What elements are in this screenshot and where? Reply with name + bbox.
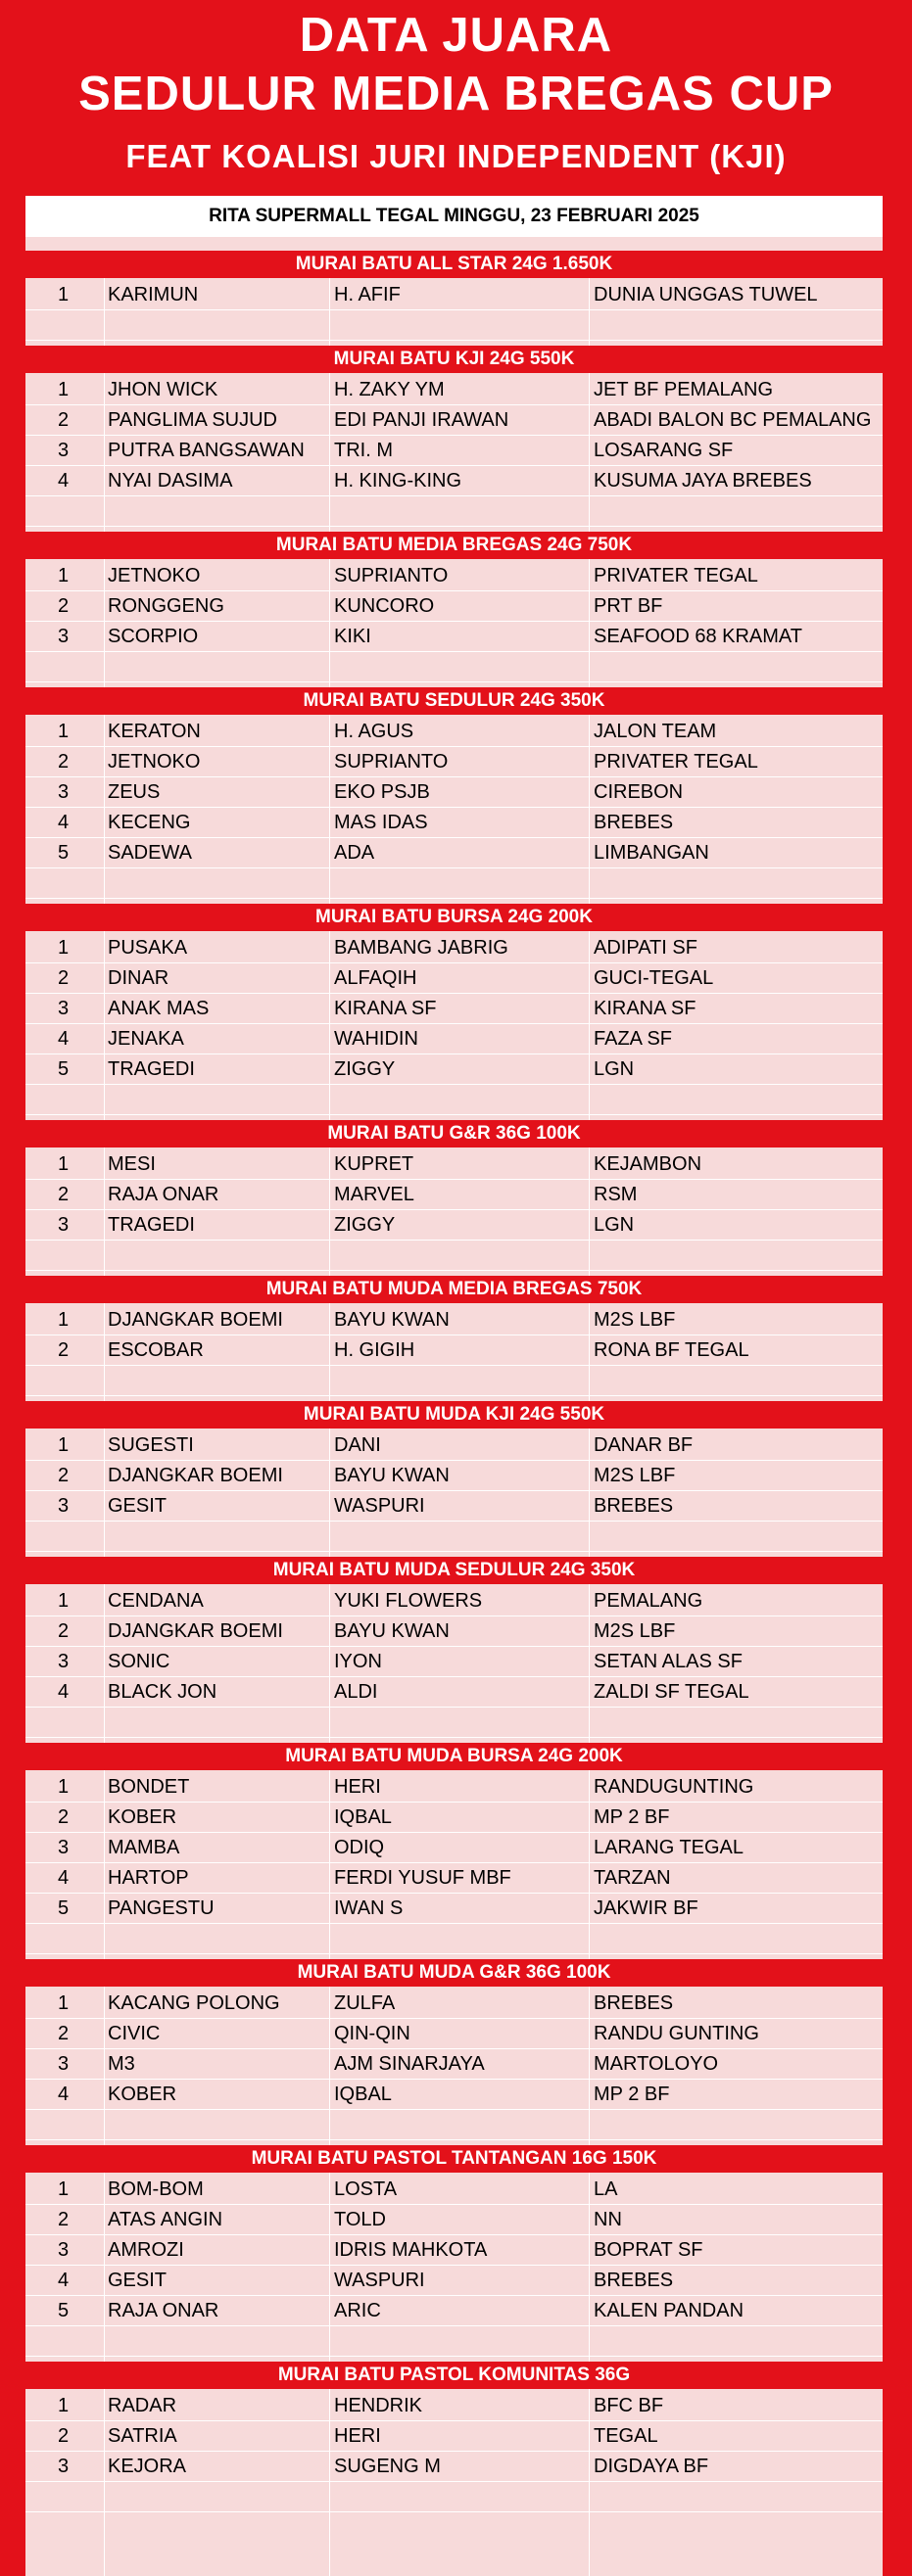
owner-cell: SUPRIANTO — [334, 751, 449, 773]
owner-cell: IQBAL — [334, 1806, 392, 1828]
team-cell: KIRANA SF — [594, 998, 696, 1019]
owner-cell: IQBAL — [334, 2084, 392, 2105]
rank-cell: 1 — [58, 937, 70, 959]
rank-cell: 2 — [58, 2209, 70, 2230]
bird-name-cell: JHON WICK — [108, 379, 218, 400]
team-cell: LIMBANGAN — [594, 842, 709, 864]
rank-cell: 1 — [58, 565, 70, 586]
bird-name-cell: ZEUS — [108, 781, 161, 803]
bird-name-cell: KECENG — [108, 812, 191, 833]
table-row — [25, 777, 883, 808]
team-cell: MP 2 BF — [594, 1806, 670, 1828]
table-row — [25, 375, 883, 405]
team-cell: SETAN ALAS SF — [594, 1651, 743, 1672]
owner-cell: KIRANA SF — [334, 998, 437, 1019]
table-row — [25, 280, 883, 310]
rank-cell: 2 — [58, 409, 70, 431]
table-row — [25, 622, 883, 652]
owner-cell: ODIQ — [334, 1837, 385, 1858]
team-cell: LA — [594, 2178, 618, 2200]
table-row — [25, 808, 883, 838]
team-cell: KEJAMBON — [594, 1153, 702, 1175]
owner-cell: BAYU KWAN — [334, 1465, 450, 1486]
rank-cell: 1 — [58, 379, 70, 400]
owner-cell: ARIC — [334, 2300, 381, 2321]
team-cell: LGN — [594, 1214, 635, 1236]
owner-cell: HENDRIK — [334, 2395, 423, 2416]
table-row — [25, 963, 883, 994]
table-row — [25, 2019, 883, 2049]
section-header: MURAI BATU SEDULUR 24G 350K — [25, 687, 883, 715]
rank-cell: 3 — [58, 1495, 70, 1517]
team-cell: LGN — [594, 1058, 635, 1080]
bird-name-cell: TRAGEDI — [108, 1214, 195, 1236]
bird-name-cell: SCORPIO — [108, 626, 199, 647]
blank-row — [25, 1924, 883, 1954]
owner-cell: SUGENG M — [334, 2456, 441, 2477]
rank-cell: 5 — [58, 2300, 70, 2321]
rank-cell: 4 — [58, 1681, 70, 1703]
owner-cell: WASPURI — [334, 1495, 425, 1517]
rank-cell: 5 — [58, 1897, 70, 1919]
owner-cell: TOLD — [334, 2209, 386, 2230]
team-cell: BREBES — [594, 1495, 674, 1517]
bird-name-cell: PANGLIMA SUJUD — [108, 409, 277, 431]
section-header: MURAI BATU MEDIA BREGAS 24G 750K — [25, 532, 883, 559]
rank-cell: 3 — [58, 1214, 70, 1236]
owner-cell: SUPRIANTO — [334, 565, 449, 586]
blank-row — [25, 2110, 883, 2140]
owner-cell: IDRIS MAHKOTA — [334, 2239, 488, 2261]
table-row — [25, 1803, 883, 1833]
owner-cell: ALDI — [334, 1681, 378, 1703]
table-row — [25, 838, 883, 868]
rank-cell: 2 — [58, 2425, 70, 2447]
rank-cell: 1 — [58, 2395, 70, 2416]
team-cell: PEMALANG — [594, 1590, 703, 1612]
owner-cell: H. GIGIH — [334, 1339, 415, 1361]
table-row — [25, 436, 883, 466]
table-row — [25, 2235, 883, 2266]
bird-name-cell: TRAGEDI — [108, 1058, 195, 1080]
team-cell: RSM — [594, 1184, 638, 1205]
team-cell: BFC BF — [594, 2395, 664, 2416]
blank-row — [25, 652, 883, 682]
bird-name-cell: M3 — [108, 2053, 135, 2075]
blank-row — [25, 496, 883, 527]
rank-cell: 3 — [58, 440, 70, 461]
rank-cell: 3 — [58, 998, 70, 1019]
team-cell: JALON TEAM — [594, 721, 717, 742]
bird-name-cell: JENAKA — [108, 1028, 184, 1050]
rank-cell: 1 — [58, 721, 70, 742]
team-cell: RANDUGUNTING — [594, 1776, 754, 1798]
table-row — [25, 2296, 883, 2326]
table-row — [25, 1210, 883, 1241]
rank-cell: 4 — [58, 1028, 70, 1050]
team-cell: BREBES — [594, 2270, 674, 2291]
page-header — [0, 0, 912, 196]
bird-name-cell: SADEWA — [108, 842, 192, 864]
owner-cell: KUNCORO — [334, 595, 435, 617]
team-cell: BREBES — [594, 812, 674, 833]
team-cell: GUCI-TEGAL — [594, 967, 714, 989]
blank-row — [25, 1366, 883, 1396]
team-cell: RANDU GUNTING — [594, 2023, 759, 2044]
team-cell: TEGAL — [594, 2425, 658, 2447]
rank-cell: 1 — [58, 1590, 70, 1612]
bird-name-cell: SATRIA — [108, 2425, 177, 2447]
rank-cell: 1 — [58, 1309, 70, 1331]
team-cell: PRIVATER TEGAL — [594, 751, 758, 773]
section-header: MURAI BATU ALL STAR 24G 1.650K — [25, 251, 883, 278]
owner-cell: H. KING-KING — [334, 470, 462, 492]
owner-cell: IYON — [334, 1651, 382, 1672]
table-row — [25, 1180, 883, 1210]
venue-date: RITA SUPERMALL TEGAL MINGGU, 23 FEBRUARI 2025 — [25, 196, 883, 237]
team-cell: FAZA SF — [594, 1028, 673, 1050]
bird-name-cell: DJANGKAR BOEMI — [108, 1620, 283, 1642]
table-row — [25, 1024, 883, 1054]
team-cell: DANAR BF — [594, 1434, 694, 1456]
team-cell: JET BF PEMALANG — [594, 379, 774, 400]
rank-cell: 2 — [58, 751, 70, 773]
table-row — [25, 2175, 883, 2205]
bird-name-cell: KOBER — [108, 2084, 177, 2105]
bird-name-cell: KACANG POLONG — [108, 1992, 280, 2014]
section-header: MURAI BATU MUDA SEDULUR 24G 350K — [25, 1557, 883, 1584]
owner-cell: ALFAQIH — [334, 967, 417, 989]
rank-cell: 3 — [58, 2239, 70, 2261]
blank-row — [25, 1085, 883, 1115]
blank-row — [25, 1241, 883, 1271]
table-row — [25, 2391, 883, 2421]
bird-name-cell: PANGESTU — [108, 1897, 215, 1919]
team-cell: KUSUMA JAYA BREBES — [594, 470, 812, 492]
bird-name-cell: CIVIC — [108, 2023, 161, 2044]
bird-name-cell: KERATON — [108, 721, 201, 742]
owner-cell: ADA — [334, 842, 375, 864]
team-cell: SEAFOOD 68 KRAMAT — [594, 626, 803, 647]
section-header: MURAI BATU MUDA KJI 24G 550K — [25, 1401, 883, 1429]
title-line-2: SEDULUR MEDIA BREGAS CUP — [78, 68, 834, 120]
bird-name-cell: ATAS ANGIN — [108, 2209, 223, 2230]
section-header: MURAI BATU MUDA MEDIA BREGAS 750K — [25, 1276, 883, 1303]
subtitle: FEAT KOALISI JURI INDEPENDENT (KJI) — [125, 138, 787, 174]
owner-cell: ZIGGY — [334, 1058, 396, 1080]
owner-cell: EKO PSJB — [334, 781, 430, 803]
table-row — [25, 1461, 883, 1491]
table-row — [25, 2421, 883, 2452]
rank-cell: 4 — [58, 2084, 70, 2105]
bird-name-cell: DJANGKAR BOEMI — [108, 1465, 283, 1486]
bird-name-cell: CENDANA — [108, 1590, 204, 1612]
table-row — [25, 1616, 883, 1647]
blank-row — [25, 1522, 883, 1552]
owner-cell: BAMBANG JABRIG — [334, 937, 508, 959]
rank-cell: 2 — [58, 595, 70, 617]
owner-cell: TRI. M — [334, 440, 393, 461]
owner-cell: WAHIDIN — [334, 1028, 418, 1050]
bird-name-cell: JETNOKO — [108, 751, 201, 773]
rank-cell: 2 — [58, 1620, 70, 1642]
table-row — [25, 1647, 883, 1677]
team-cell: M2S LBF — [594, 1620, 676, 1642]
owner-cell: WASPURI — [334, 2270, 425, 2291]
table-row — [25, 1772, 883, 1803]
rank-cell: 1 — [58, 284, 70, 305]
table-row — [25, 717, 883, 747]
team-cell: PRIVATER TEGAL — [594, 565, 758, 586]
bird-name-cell: RONGGENG — [108, 595, 224, 617]
rank-cell: 3 — [58, 626, 70, 647]
rank-cell: 4 — [58, 812, 70, 833]
owner-cell: MARVEL — [334, 1184, 414, 1205]
owner-cell: YUKI FLOWERS — [334, 1590, 483, 1612]
results-table — [25, 196, 883, 2576]
table-row — [25, 1491, 883, 1522]
table-row — [25, 2205, 883, 2235]
rank-cell: 2 — [58, 967, 70, 989]
team-cell: MARTOLOYO — [594, 2053, 719, 2075]
blank-row — [25, 2326, 883, 2357]
section-header: MURAI BATU BURSA 24G 200K — [25, 904, 883, 931]
table-row — [25, 994, 883, 1024]
table-row — [25, 405, 883, 436]
section-header: MURAI BATU MUDA BURSA 24G 200K — [25, 1743, 883, 1770]
bird-name-cell: BOM-BOM — [108, 2178, 204, 2200]
bird-name-cell: BLACK JON — [108, 1681, 217, 1703]
bird-name-cell: SONIC — [108, 1651, 170, 1672]
table-row — [25, 1586, 883, 1616]
rank-cell: 2 — [58, 1339, 70, 1361]
rank-cell: 5 — [58, 1058, 70, 1080]
team-cell: DIGDAYA BF — [594, 2456, 709, 2477]
rank-cell: 2 — [58, 1465, 70, 1486]
rank-cell: 2 — [58, 1184, 70, 1205]
team-cell: MP 2 BF — [594, 2084, 670, 2105]
owner-cell: LOSTA — [334, 2178, 398, 2200]
team-cell: PRT BF — [594, 595, 663, 617]
team-cell: ADIPATI SF — [594, 937, 697, 959]
rank-cell: 2 — [58, 2023, 70, 2044]
owner-cell: DANI — [334, 1434, 381, 1456]
table-row — [25, 747, 883, 777]
team-cell: ABADI BALON BC PEMALANG — [594, 409, 872, 431]
bird-name-cell: HARTOP — [108, 1867, 189, 1889]
section-header: MURAI BATU PASTOL TANTANGAN 16G 150K — [25, 2145, 883, 2173]
team-cell: NN — [594, 2209, 622, 2230]
rank-cell: 5 — [58, 842, 70, 864]
bird-name-cell: DINAR — [108, 967, 169, 989]
team-cell: KALEN PANDAN — [594, 2300, 744, 2321]
table-row — [25, 1894, 883, 1924]
rank-cell: 3 — [58, 1651, 70, 1672]
owner-cell: ZULFA — [334, 1992, 396, 2014]
table-row — [25, 591, 883, 622]
bird-name-cell: MAMBA — [108, 1837, 180, 1858]
bird-name-cell: PUTRA BANGSAWAN — [108, 440, 305, 461]
rank-cell: 3 — [58, 1837, 70, 1858]
table-row — [25, 2452, 883, 2482]
rank-cell: 4 — [58, 470, 70, 492]
table-row — [25, 1149, 883, 1180]
blank-row — [25, 868, 883, 899]
bird-name-cell: SUGESTI — [108, 1434, 194, 1456]
bird-name-cell: AMROZI — [108, 2239, 184, 2261]
rank-cell: 1 — [58, 1153, 70, 1175]
blank-row — [25, 2482, 883, 2512]
rank-cell: 1 — [58, 2178, 70, 2200]
team-cell: CIREBON — [594, 781, 684, 803]
owner-cell: HERI — [334, 2425, 381, 2447]
team-cell: RONA BF TEGAL — [594, 1339, 749, 1361]
section-header: MURAI BATU MUDA G&R 36G 100K — [25, 1959, 883, 1987]
blank-row — [25, 1708, 883, 1738]
bird-name-cell: RADAR — [108, 2395, 177, 2416]
section-header: MURAI BATU KJI 24G 550K — [25, 346, 883, 373]
bird-name-cell: DJANGKAR BOEMI — [108, 1309, 283, 1331]
rank-cell: 4 — [58, 2270, 70, 2291]
owner-cell: H. ZAKY YM — [334, 379, 445, 400]
owner-cell: BAYU KWAN — [334, 1309, 450, 1331]
owner-cell: KIKI — [334, 626, 371, 647]
bird-name-cell: ANAK MAS — [108, 998, 210, 1019]
owner-cell: FERDI YUSUF MBF — [334, 1867, 511, 1889]
owner-cell: BAYU KWAN — [334, 1620, 450, 1642]
team-cell: LOSARANG SF — [594, 440, 734, 461]
section-header: MURAI BATU PASTOL KOMUNITAS 36G — [25, 2362, 883, 2389]
table-row — [25, 2080, 883, 2110]
owner-cell: IWAN S — [334, 1897, 404, 1919]
owner-cell: H. AGUS — [334, 721, 414, 742]
team-cell: JAKWIR BF — [594, 1897, 698, 1919]
table-row — [25, 2266, 883, 2296]
blank-row — [25, 310, 883, 341]
bird-name-cell: RAJA ONAR — [108, 2300, 219, 2321]
team-cell: TARZAN — [594, 1867, 671, 1889]
rank-cell: 4 — [58, 1867, 70, 1889]
bird-name-cell: NYAI DASIMA — [108, 470, 233, 492]
table-row — [25, 1335, 883, 1366]
team-cell: LARANG TEGAL — [594, 1837, 744, 1858]
team-cell: ZALDI SF TEGAL — [594, 1681, 749, 1703]
rank-cell: 2 — [58, 1806, 70, 1828]
owner-cell: QIN-QIN — [334, 2023, 410, 2044]
section-header: MURAI BATU G&R 36G 100K — [25, 1120, 883, 1147]
bird-name-cell: PUSAKA — [108, 937, 188, 959]
team-cell: BOPRAT SF — [594, 2239, 703, 2261]
table-row — [25, 933, 883, 963]
table-row — [25, 1430, 883, 1461]
table-row — [25, 1989, 883, 2019]
owner-cell: KUPRET — [334, 1153, 414, 1175]
table-row — [25, 1305, 883, 1335]
title-line-1: DATA JUARA — [299, 9, 613, 62]
table-row — [25, 1833, 883, 1863]
table-row — [25, 1054, 883, 1085]
table-row — [25, 466, 883, 496]
bird-name-cell: KOBER — [108, 1806, 177, 1828]
bird-name-cell: KARIMUN — [108, 284, 199, 305]
owner-cell: HERI — [334, 1776, 381, 1798]
rank-cell: 1 — [58, 1434, 70, 1456]
rank-cell: 1 — [58, 1776, 70, 1798]
bird-name-cell: GESIT — [108, 2270, 168, 2291]
owner-cell: H. AFIF — [334, 284, 401, 305]
owner-cell: ZIGGY — [334, 1214, 396, 1236]
team-cell: M2S LBF — [594, 1309, 676, 1331]
table-row — [25, 561, 883, 591]
team-cell: M2S LBF — [594, 1465, 676, 1486]
table-row — [25, 2049, 883, 2080]
rank-cell: 3 — [58, 781, 70, 803]
bird-name-cell: JETNOKO — [108, 565, 201, 586]
bird-name-cell: KEJORA — [108, 2456, 187, 2477]
bird-name-cell: MESI — [108, 1153, 156, 1175]
owner-cell: MAS IDAS — [334, 812, 428, 833]
rank-cell: 3 — [58, 2456, 70, 2477]
team-cell: DUNIA UNGGAS TUWEL — [594, 284, 818, 305]
rank-cell: 1 — [58, 1992, 70, 2014]
bird-name-cell: BONDET — [108, 1776, 190, 1798]
bird-name-cell: ESCOBAR — [108, 1339, 204, 1361]
owner-cell: AJM SINARJAYA — [334, 2053, 485, 2075]
rank-cell: 3 — [58, 2053, 70, 2075]
bird-name-cell: GESIT — [108, 1495, 168, 1517]
table-row — [25, 1863, 883, 1894]
team-cell: BREBES — [594, 1992, 674, 2014]
owner-cell: EDI PANJI IRAWAN — [334, 409, 509, 431]
table-row — [25, 1677, 883, 1708]
bird-name-cell: RAJA ONAR — [108, 1184, 219, 1205]
